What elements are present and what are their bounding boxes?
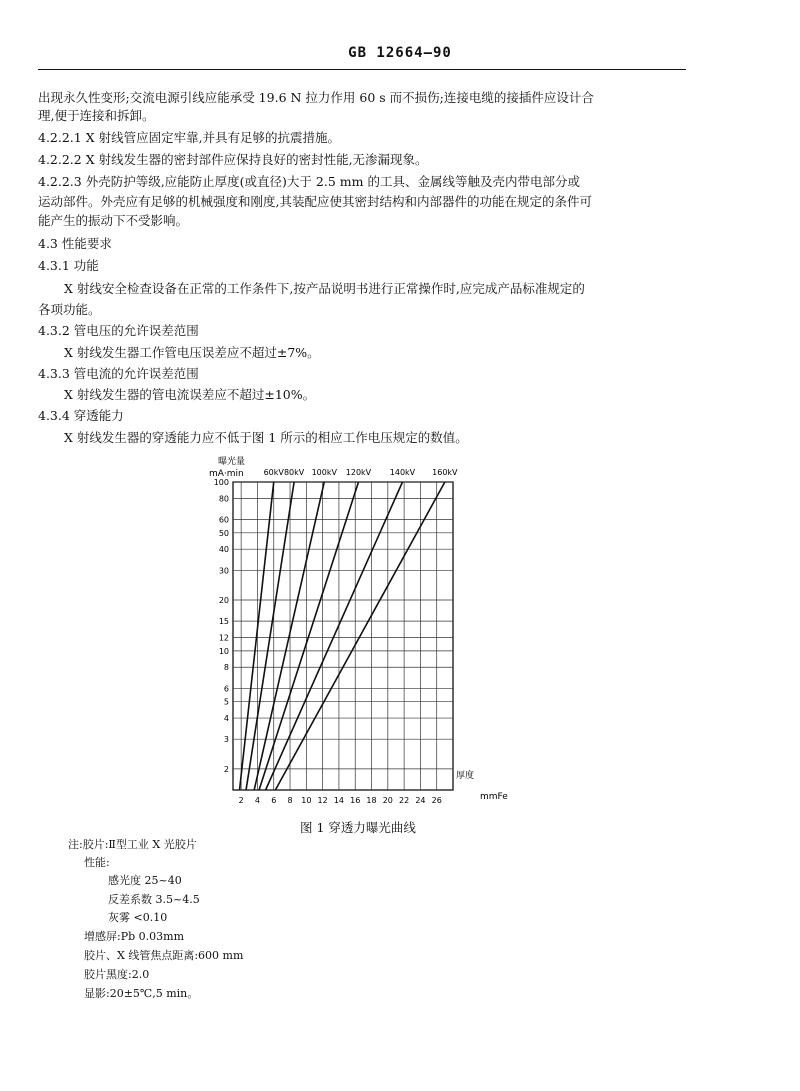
body-line: X 射线发生器的管电流误差应不超过±10%。	[64, 387, 316, 402]
section-heading-4-3-2: 4.3.2 管电压的允许误差范围	[38, 323, 199, 338]
y-tick-label: 15	[218, 617, 229, 627]
curve-100kv	[254, 482, 324, 790]
y-axis-label: 曝光量	[218, 457, 246, 467]
note-line: 胶片黑度:2.0	[84, 968, 150, 981]
y-tick-label: 5	[223, 697, 229, 707]
body-line: X 射线发生器的穿透能力应不低于图 1 所示的相应工作电压规定的数值。	[64, 430, 468, 445]
clause-4-2-2-3: 4.2.2.3 外壳防护等级,应能防止厚度(或直径)大于 2.5 mm 的工具、金属线等触及壳内带电部分或	[38, 174, 580, 189]
y-tick-label: 2	[223, 764, 229, 774]
note-line: 反差系数 3.5~4.5	[108, 893, 200, 906]
x-tick-label: 10	[301, 796, 312, 805]
figure-caption: 图 1 穿透力曝光曲线	[300, 820, 416, 835]
body-line: X 射线发生器工作管电压误差应不超过±7%。	[64, 345, 320, 360]
x-tick-label: 6	[271, 796, 277, 805]
note-line: 性能:	[84, 856, 110, 869]
note-line: 注:胶片:Ⅱ型工业 X 光胶片	[68, 838, 197, 851]
x-tick-label: 22	[399, 796, 410, 805]
section-heading-4-3-1: 4.3.1 功能	[38, 258, 99, 273]
clause-4-2-2-2: 4.2.2.2 X 射线发生器的密封部件应保持良好的密封性能,无渗漏现象。	[38, 152, 428, 167]
y-tick-label: 3	[223, 735, 229, 745]
body-line: 能产生的振动下不受影响。	[38, 213, 189, 228]
x-tick-label: 2	[238, 796, 244, 805]
x-tick-label: 12	[317, 796, 328, 805]
section-heading-4-3: 4.3 性能要求	[38, 236, 112, 251]
y-tick-label: 4	[223, 714, 229, 724]
page-header: GB 12664—90	[348, 45, 452, 61]
y-tick-label: 60	[218, 515, 229, 525]
note-line: 胶片、X 线管焦点距离:600 mm	[84, 949, 244, 962]
y-tick-label: 30	[218, 566, 229, 576]
y-tick-label: 80	[218, 494, 229, 504]
series-label: 140kV	[389, 468, 416, 477]
clause-4-2-2-1: 4.2.2.1 X 射线管应固定牢靠,并具有足够的抗震措施。	[38, 130, 341, 145]
series-label: 80kV	[283, 468, 305, 477]
body-line: 理,便于连接和拆卸。	[38, 108, 155, 123]
x-tick-label: 24	[415, 796, 426, 805]
x-tick-label: 18	[366, 796, 377, 805]
note-line: 增感屏:Pb 0.03mm	[84, 930, 184, 943]
y-tick-label: 12	[218, 633, 229, 643]
section-heading-4-3-4: 4.3.4 穿透能力	[38, 408, 124, 423]
series-label: 120kV	[345, 468, 372, 477]
body-line: X 射线安全检查设备在正常的工作条件下,按产品说明书进行正常操作时,应完成产品标准规定的	[64, 281, 585, 296]
y-tick-label: 50	[218, 528, 229, 538]
x-tick-label: 20	[382, 796, 393, 805]
x-tick-label: 4	[254, 796, 260, 805]
x-tick-label: 14	[333, 796, 345, 805]
y-axis-unit: mA·min	[209, 469, 244, 479]
y-tick-label: 10	[218, 646, 229, 656]
x-tick-label: 8	[287, 796, 293, 805]
curve-160kv	[275, 482, 444, 790]
note-line: 灰雾 <0.10	[108, 911, 168, 924]
y-tick-label: 100	[213, 478, 229, 487]
x-axis-unit: mmFe	[480, 792, 508, 802]
x-tick-label: 26	[431, 796, 442, 805]
series-label: 160kV	[432, 468, 458, 477]
section-heading-4-3-3: 4.3.3 管电流的允许误差范围	[38, 366, 199, 381]
body-line: 运动部件。外壳应有足够的机械强度和刚度,其装配应使其密封结构和内部器件的功能在规定的条件可	[38, 194, 592, 209]
x-tick-label: 16	[350, 796, 361, 805]
y-tick-label: 20	[218, 596, 229, 606]
curve-60kv	[240, 482, 274, 790]
x-axis-label: 厚度	[456, 771, 475, 781]
series-label: 100kV	[311, 468, 337, 477]
note-line: 显影:20±5℃,5 min。	[84, 987, 199, 1000]
header-rule	[38, 69, 686, 70]
y-tick-label: 40	[218, 545, 229, 555]
exposure-chart	[190, 450, 510, 808]
body-line: 各项功能。	[38, 302, 101, 317]
note-line: 感光度 25~40	[108, 874, 182, 887]
y-tick-label: 8	[223, 663, 229, 673]
series-label: 60kV	[263, 468, 284, 477]
body-line: 出现永久性变形;交流电源引线应能承受 19.6 N 拉力作用 60 s 而不损伤;连接电缆的接插件应设计合	[38, 90, 594, 105]
y-tick-label: 6	[223, 684, 229, 694]
